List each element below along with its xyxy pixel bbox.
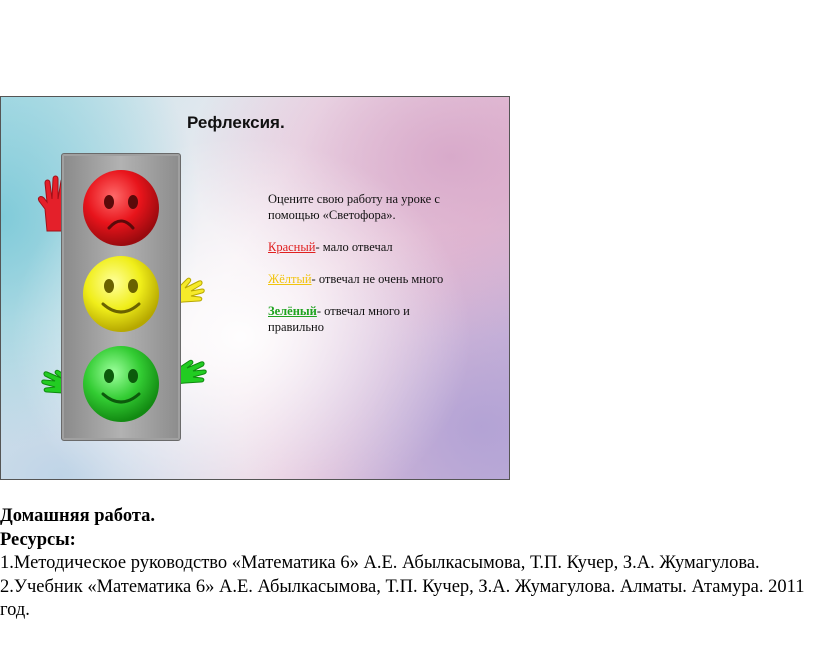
legend-text-yellow: - отвечал не очень много — [311, 272, 444, 286]
reflection-slide — [0, 96, 510, 480]
legend-item-yellow — [268, 271, 468, 287]
traffic-light — [61, 153, 181, 441]
legend-text-green: - отвечал много и правильно — [268, 304, 410, 334]
homework-section — [0, 505, 810, 623]
resource-item-1: 1.Методическое руководство «Математика 6» А.Е. Абылкасымова, Т.П. Кучер, З.А. Жумагулова. — [0, 553, 760, 573]
red-light-sad-face-icon — [81, 168, 161, 248]
legend-color-word-yellow: Жёлтый — [268, 272, 312, 286]
legend-item-red — [268, 239, 468, 255]
resources-heading: Ресурсы: — [0, 529, 76, 550]
homework-heading: Домашняя работа. — [0, 506, 156, 526]
legend-intro: Оцените свою работу на уроке с помощью «Светофора». — [268, 192, 440, 222]
yellow-light-smile-face-icon — [81, 254, 161, 334]
legend-color-word-red: Красный — [268, 240, 316, 254]
resource-item-2: 2.Учебник «Математика 6» А.Е. Абылкасымова, Т.П. Кучер, З.А. Жумагулова. Алматы. Атамура. 2011 год. — [0, 576, 805, 620]
green-light-smile-face-icon — [81, 344, 161, 424]
legend-color-word-green: Зелёный — [268, 304, 317, 318]
slide-title: Рефлексия. — [187, 113, 285, 132]
reflection-legend — [268, 191, 468, 351]
legend-item-green — [268, 303, 468, 335]
legend-text-red: - мало отвечал — [315, 240, 393, 254]
